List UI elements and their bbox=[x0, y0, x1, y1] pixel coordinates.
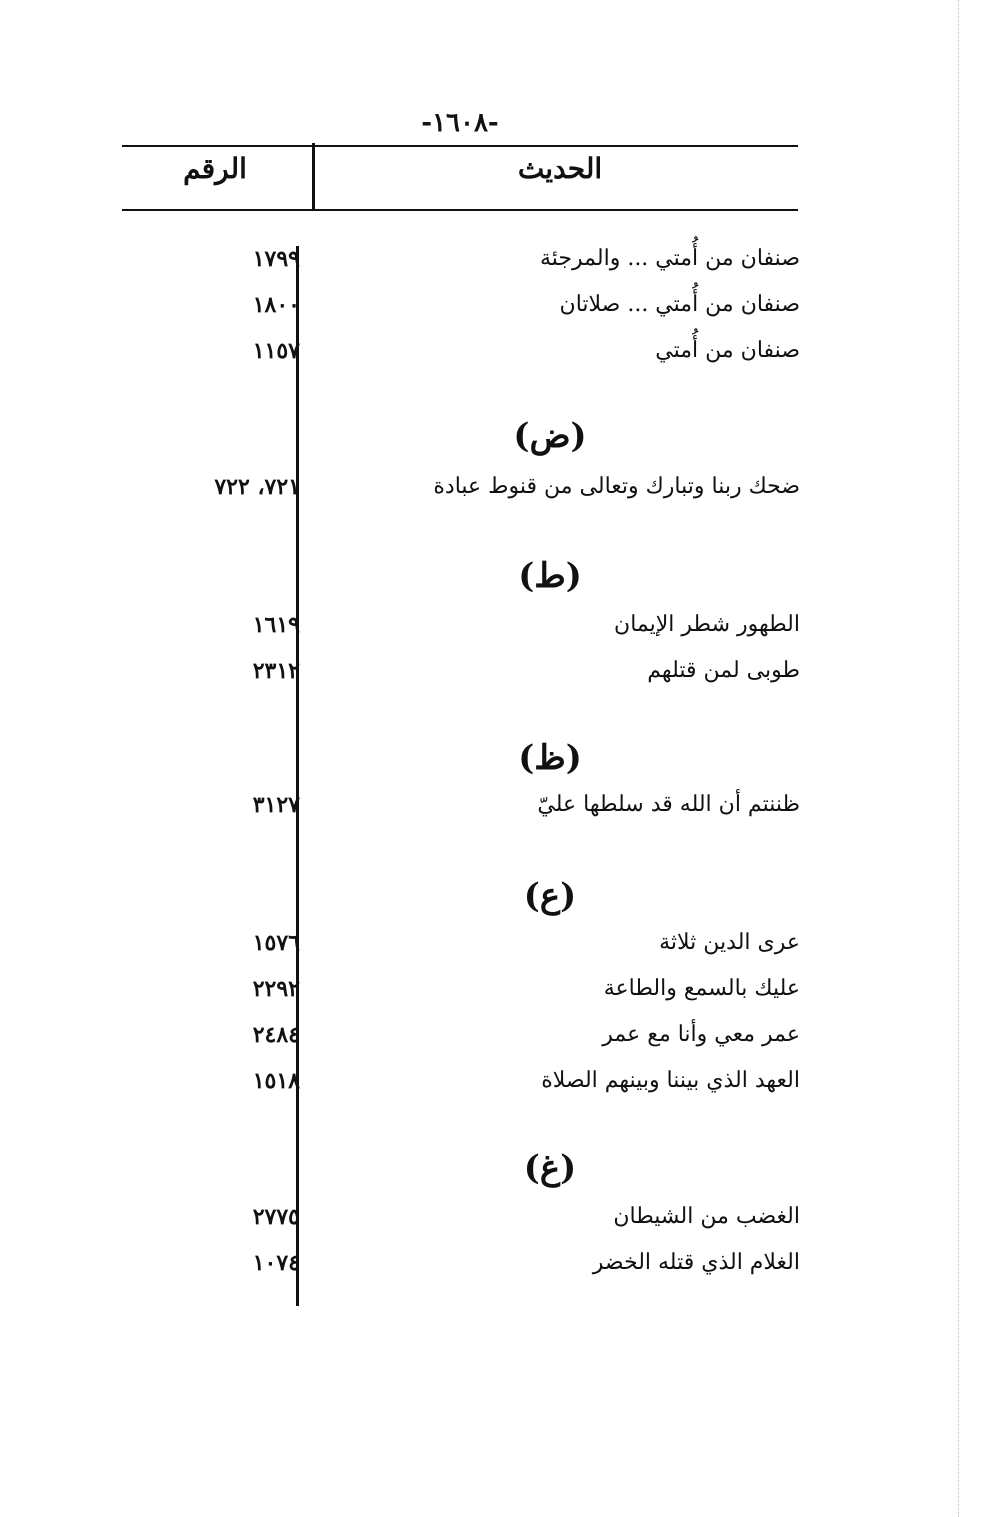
hadith-text: ضحك ربنا وتبارك وتعالى من قنوط عبادة bbox=[433, 474, 800, 499]
hadith-text: الغضب من الشيطان bbox=[613, 1204, 800, 1229]
column-header-number: الرقم bbox=[183, 152, 247, 185]
table-row bbox=[0, 930, 983, 970]
section-letter: (ض) bbox=[513, 416, 587, 456]
table-row bbox=[0, 246, 983, 286]
hadith-number: ١٨٠٠ bbox=[252, 292, 300, 318]
page-number: -١٦٠٨- bbox=[421, 108, 499, 138]
section-letter: (غ) bbox=[523, 1148, 577, 1188]
column-divider-body bbox=[296, 246, 299, 1306]
hadith-number: ٣١٢٧ bbox=[252, 792, 300, 818]
hadith-number: ١٠٧٤ bbox=[252, 1250, 300, 1276]
table-row bbox=[0, 338, 983, 378]
hadith-text: عليك بالسمع والطاعة bbox=[603, 976, 800, 1001]
hadith-number: ١٧٩٩ bbox=[252, 246, 300, 272]
hadith-text: صنفان من أُمتي bbox=[655, 338, 800, 363]
table-row bbox=[0, 658, 983, 698]
hadith-text: عمر معي وأنا مع عمر bbox=[602, 1022, 800, 1047]
hadith-text: طوبى لمن قتلهم bbox=[647, 658, 800, 683]
table-row bbox=[0, 976, 983, 1016]
scan-edge-mark bbox=[958, 0, 960, 1517]
section-letter: (ظ) bbox=[518, 738, 582, 778]
hadith-text: ظننتم أن الله قد سلطها عليّ bbox=[537, 792, 800, 817]
hadith-number: ٢٣١٢ bbox=[252, 658, 300, 684]
column-header-hadith: الحديث bbox=[517, 152, 603, 185]
hadith-number: ٧٢١، ٧٢٢ bbox=[214, 474, 300, 500]
hadith-text: عرى الدين ثلاثة bbox=[659, 930, 800, 955]
table-row bbox=[0, 1022, 983, 1062]
table-row bbox=[0, 1250, 983, 1290]
hadith-text: الطهور شطر الإيمان bbox=[614, 612, 800, 637]
header-top-rule bbox=[122, 145, 798, 147]
hadith-number: ١٥١٨ bbox=[252, 1068, 300, 1094]
table-row bbox=[0, 474, 983, 514]
hadith-text: صنفان من أُمتي ... والمرجئة bbox=[540, 246, 800, 271]
table-row bbox=[0, 792, 983, 832]
hadith-number: ٢٤٨٤ bbox=[252, 1022, 300, 1048]
section-letter: (ع) bbox=[523, 876, 577, 916]
hadith-number: ١١٥٧ bbox=[252, 338, 300, 364]
hadith-text: صنفان من أُمتي ... صلاتان bbox=[559, 292, 800, 317]
hadith-number: ٢٢٩٢ bbox=[252, 976, 300, 1002]
hadith-text: الغلام الذي قتله الخضر bbox=[592, 1250, 800, 1275]
column-divider bbox=[312, 143, 315, 211]
table-row bbox=[0, 1068, 983, 1108]
table-row bbox=[0, 292, 983, 332]
hadith-text: العهد الذي بيننا وبينهم الصلاة bbox=[541, 1068, 800, 1093]
header-bottom-rule bbox=[122, 209, 798, 211]
table-row bbox=[0, 1204, 983, 1244]
hadith-number: ٢٧٧٥ bbox=[252, 1204, 300, 1230]
hadith-number: ١٥٧٦ bbox=[252, 930, 300, 956]
section-letter: (ط) bbox=[518, 556, 582, 596]
table-row bbox=[0, 612, 983, 652]
hadith-number: ١٦١٩ bbox=[252, 612, 300, 638]
